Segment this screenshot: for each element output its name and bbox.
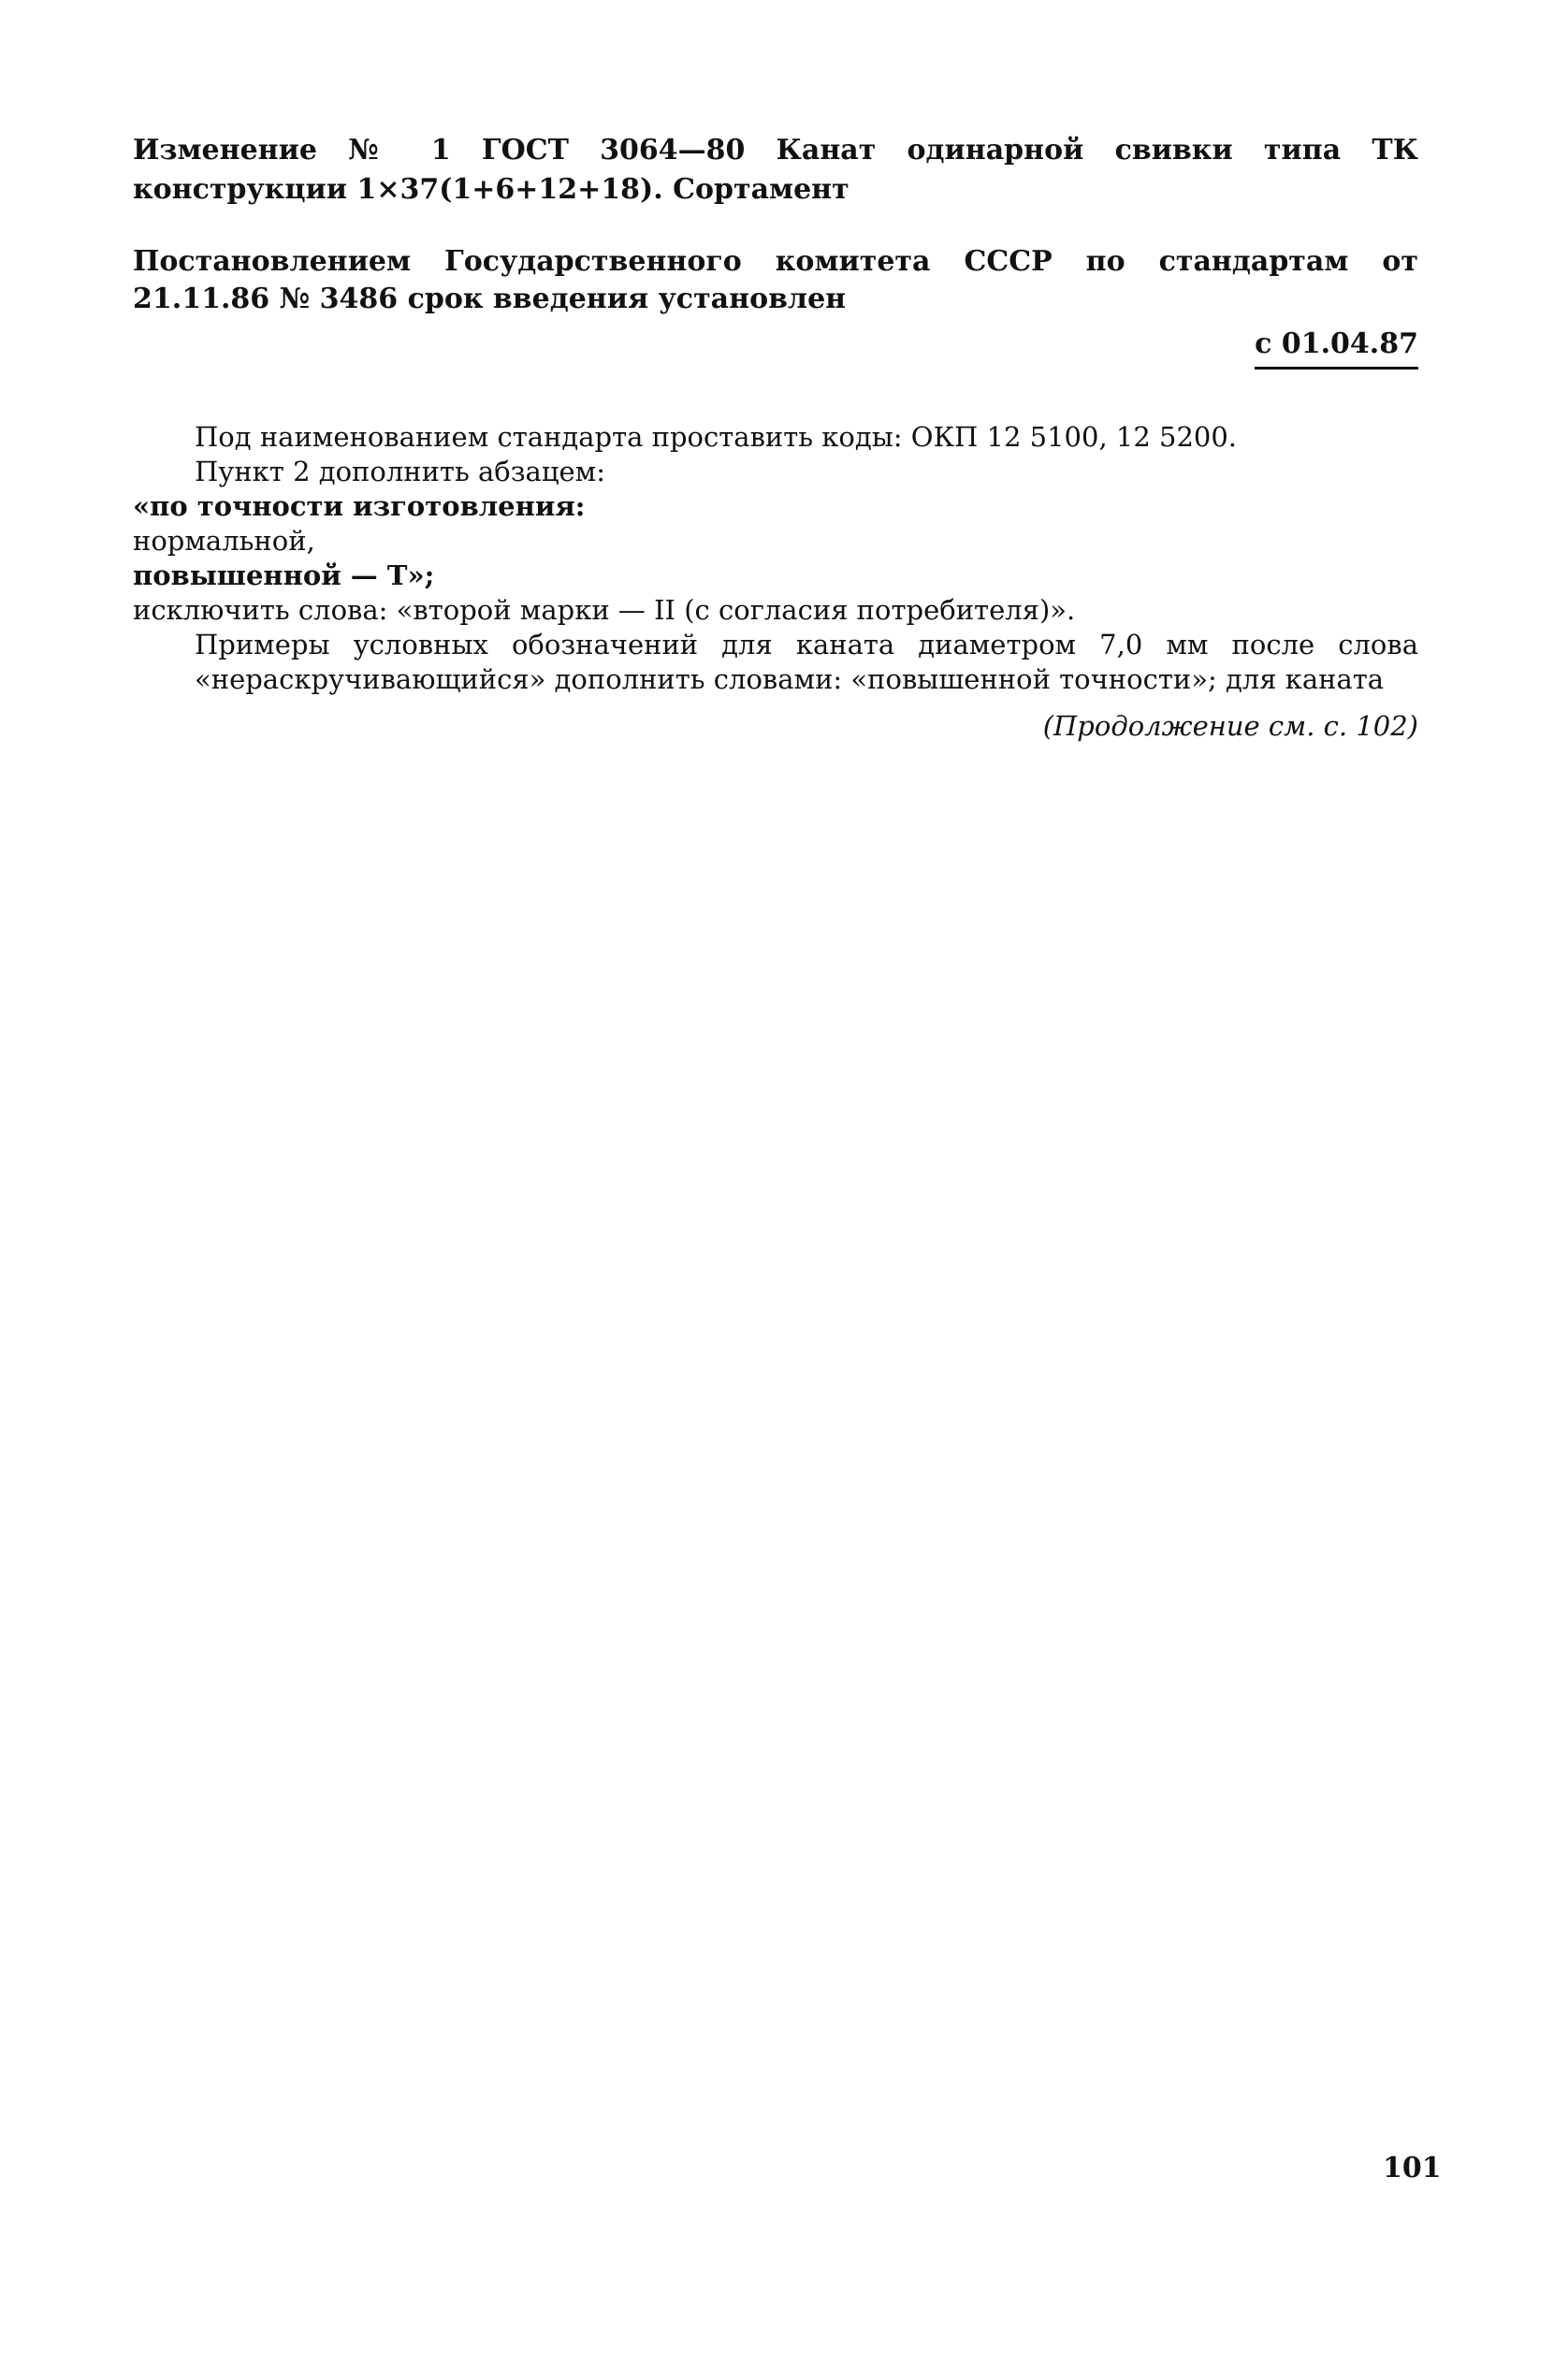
paragraph-exclude: исключить слова: «второй марки — II (с согласия потребителя)». [133, 594, 1076, 626]
paragraph-normal: нормальной, [133, 525, 315, 557]
paragraph-examples: Примеры условных обозначений для каната диаметром 7,0 мм после слова «нераскручивающийся» дополнить словами: «повышенной точности»; для каната [195, 629, 1418, 695]
paragraph-accuracy: «по точности изготовления: [133, 490, 586, 522]
amendment-title: Изменение № 1 ГОСТ 3064—80 Канат одинарной свивки типа ТК конструкции 1×37(1+6+12+18). Сортамент [133, 134, 1418, 206]
effective-date-row [133, 326, 1418, 370]
paragraph-increased: повышенной — Т»; [133, 559, 435, 591]
paragraph-point-2: Пункт 2 дополнить абзацем: [195, 456, 605, 487]
amendment-body [133, 420, 1418, 697]
decree-statement: Постановлением Государственного комитета СССР по стандартам от 21.11.86 № 3486 срок введения установлен [133, 245, 1418, 315]
continued-note: (Продолжение см. с. 102) [1042, 710, 1418, 742]
text-column [133, 131, 1418, 744]
page-number: 101 [1383, 2152, 1442, 2184]
paragraph-codes: Под наименованием стандарта проставить коды: ОКП 12 5100, 12 5200. [195, 421, 1238, 453]
continued-row [133, 708, 1418, 744]
effective-date: с 01.04.87 [1255, 326, 1418, 370]
